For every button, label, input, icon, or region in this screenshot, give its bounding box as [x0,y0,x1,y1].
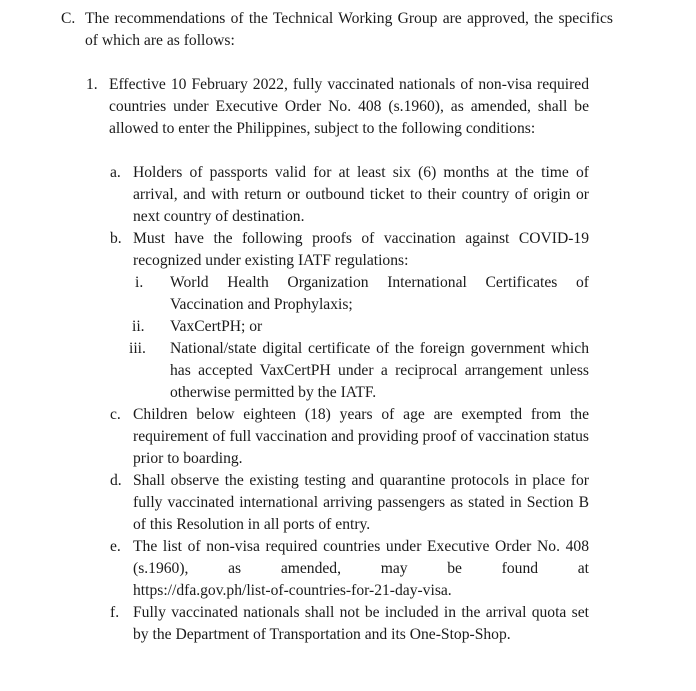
item-1-text: Effective 10 February 2022, fully vaccinated nationals of non-visa required countries under Executive Order No. 408 (s.1960), as amended, shall be allowed to enter the Philippines, subject to the following conditions: [109,76,589,137]
proof-ii-marker: ii. [132,318,145,335]
condition-c-text: Children below eighteen (18) years of age are exempted from the requirement of full vaccination and providing proof of vaccination status prior to boarding. [133,406,589,467]
conditions-list [110,162,696,646]
condition-a-marker: a. [110,164,121,181]
condition-a [110,162,696,228]
condition-d-marker: d. [110,472,122,489]
condition-b [110,228,696,404]
proof-i [110,272,696,316]
proof-i-text: World Health Organization International Certificates of Vaccination and Prophylaxis; [170,274,589,313]
item-1-marker: 1. [86,76,98,93]
document-page [0,8,696,646]
proof-ii [110,316,696,338]
dfa-list-link[interactable]: https://dfa.gov.ph/list-of-countries-for-21-day-visa. [133,582,452,599]
condition-f [110,602,696,646]
condition-e-text [133,536,589,602]
condition-b-text: Must have the following proofs of vaccination against COVID-19 recognized under existing IATF regulations: [133,230,589,269]
condition-d [110,470,696,536]
condition-f-text: Fully vaccinated nationals shall not be included in the arrival quota set by the Department of Transportation and its One-Stop-Shop. [133,604,589,643]
proof-i-marker: i. [135,274,144,291]
proof-iii-marker: iii. [129,340,146,357]
condition-a-text: Holders of passports valid for at least six (6) months at the time of arrival, and with return or outbound ticket to their country of origin or next country of destination. [133,164,589,225]
section-intro: The recommendations of the Technical Working Group are approved, the specifics of which are as follows: [85,10,613,49]
condition-c [110,404,696,470]
condition-f-marker: f. [110,604,120,621]
proof-iii-text: National/state digital certificate of the foreign government which has accepted VaxCertPH under a reciprocal arrangement unless otherwise permitted by the IATF. [170,340,589,401]
condition-c-marker: c. [110,406,121,423]
proof-iii [110,338,696,404]
section-marker: C. [61,10,76,27]
condition-e [110,536,696,602]
section-c [61,8,696,140]
condition-e-sentence: The list of non-visa required countries under Executive Order No. 408 (s.1960), as amended, may be found at [133,538,589,577]
proof-ii-text: VaxCertPH; or [170,318,263,335]
condition-e-marker: e. [110,538,121,555]
condition-b-marker: b. [110,230,122,247]
condition-d-text: Shall observe the existing testing and quarantine protocols in place for fully vaccinated international arriving passengers as stated in Section B of this Resolution in all ports of entry. [133,472,589,533]
item-1 [86,74,696,140]
